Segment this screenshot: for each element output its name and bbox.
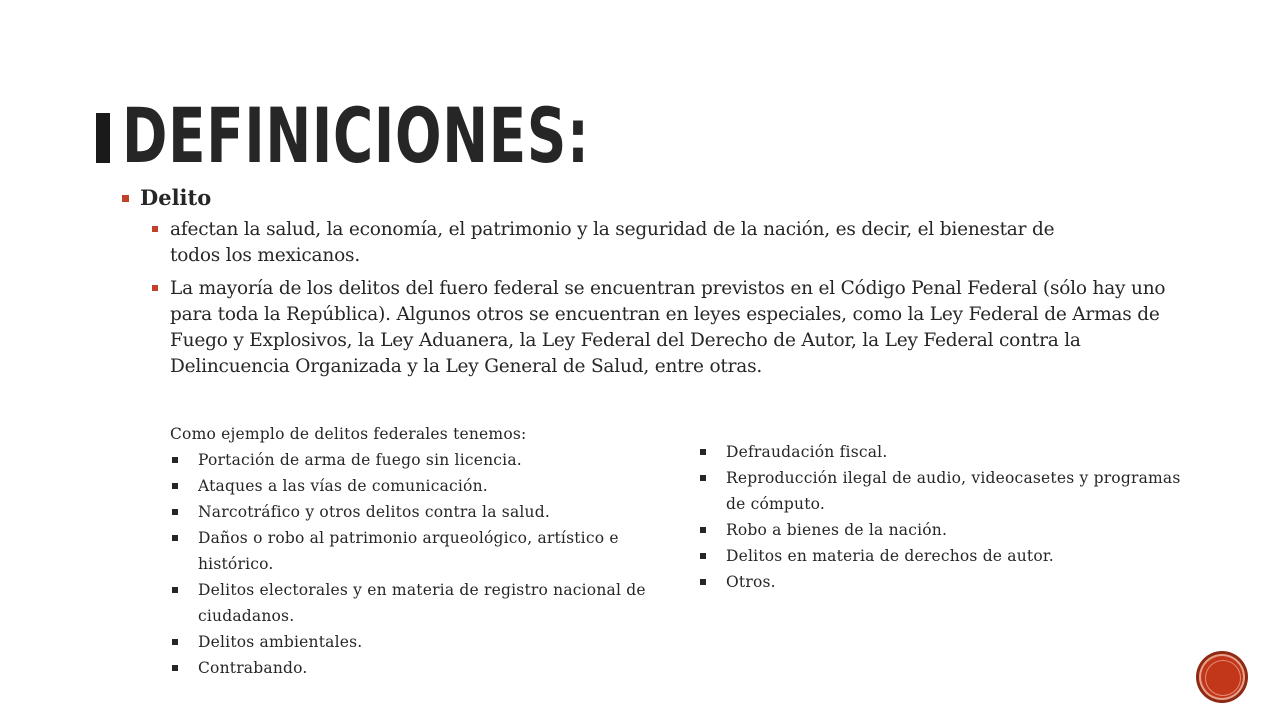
square-bullet-icon bbox=[172, 483, 178, 489]
list-item bbox=[698, 439, 1198, 465]
list-item-text: Contrabando. bbox=[198, 659, 308, 677]
square-bullet-icon bbox=[700, 579, 706, 585]
list-item bbox=[170, 629, 670, 655]
square-bullet-icon bbox=[172, 509, 178, 515]
square-bullet-icon bbox=[700, 553, 706, 559]
list-item-text: Robo a bienes de la nación. bbox=[726, 521, 948, 539]
list-item-text: Ataques a las vías de comunicación. bbox=[198, 477, 488, 495]
list-item bbox=[170, 447, 670, 473]
list-item bbox=[170, 655, 670, 681]
list-item bbox=[170, 525, 670, 577]
list-item bbox=[170, 577, 670, 629]
logo-ring bbox=[1205, 660, 1241, 696]
paragraph-2: La mayoría de los delitos del fuero federal se encuentran previstos en el Código Penal Federal (sólo hay uno para toda la República). Algunos otros se encuentran en leyes especiales, como la Ley Federal de Armas de Fuego y Explosivos, la Ley Aduanera, la Ley Federal del Derecho de Autor, la Ley Federal contra la Delincuencia Organizada y la Ley General de Salud, entre otras. bbox=[170, 278, 1166, 377]
square-bullet-icon bbox=[700, 527, 706, 533]
list-item bbox=[698, 517, 1198, 543]
paragraph-bullet-icon bbox=[152, 285, 158, 291]
paragraph-1: afectan la salud, la economía, el patrimonio y la seguridad de la nación, es decir, el bienestar de todos los mexicanos. bbox=[170, 219, 1055, 266]
list-item-text: Defraudación fiscal. bbox=[726, 443, 888, 461]
list-item-text: Reproducción ilegal de audio, videocasetes y programas de cómputo. bbox=[726, 469, 1181, 513]
list-item-text: Delitos electorales y en materia de registro nacional de ciudadanos. bbox=[198, 581, 646, 625]
list-item bbox=[698, 465, 1198, 517]
list-item-text: Daños o robo al patrimonio arqueológico, artístico e histórico. bbox=[198, 529, 619, 573]
left-examples-list bbox=[170, 421, 670, 681]
list-item bbox=[698, 569, 1198, 595]
square-bullet-icon bbox=[700, 449, 706, 455]
square-bullet-icon bbox=[700, 475, 706, 481]
heading-bullet-icon bbox=[122, 195, 129, 202]
list-item bbox=[698, 543, 1198, 569]
logo-icon bbox=[1199, 654, 1245, 700]
list-item-text: Narcotráfico y otros delitos contra la salud. bbox=[198, 503, 550, 521]
slide-title: DEFINICIONES: bbox=[122, 91, 590, 180]
square-bullet-icon bbox=[172, 535, 178, 541]
right-examples-list bbox=[698, 439, 1198, 595]
heading-delito: Delito bbox=[140, 185, 212, 210]
list-item bbox=[170, 473, 670, 499]
list-item bbox=[170, 499, 670, 525]
square-bullet-icon bbox=[172, 587, 178, 593]
square-bullet-icon bbox=[172, 665, 178, 671]
list-item-text: Delitos ambientales. bbox=[198, 633, 363, 651]
title-accent-bar bbox=[96, 113, 110, 163]
paragraph-bullet-icon bbox=[152, 226, 158, 232]
square-bullet-icon bbox=[172, 639, 178, 645]
list-intro: Como ejemplo de delitos federales tenemos: bbox=[170, 425, 527, 443]
list-item-text: Portación de arma de fuego sin licencia. bbox=[198, 451, 522, 469]
list-item-text: Delitos en materia de derechos de autor. bbox=[726, 547, 1054, 565]
square-bullet-icon bbox=[172, 457, 178, 463]
list-item-text: Otros. bbox=[726, 573, 776, 591]
